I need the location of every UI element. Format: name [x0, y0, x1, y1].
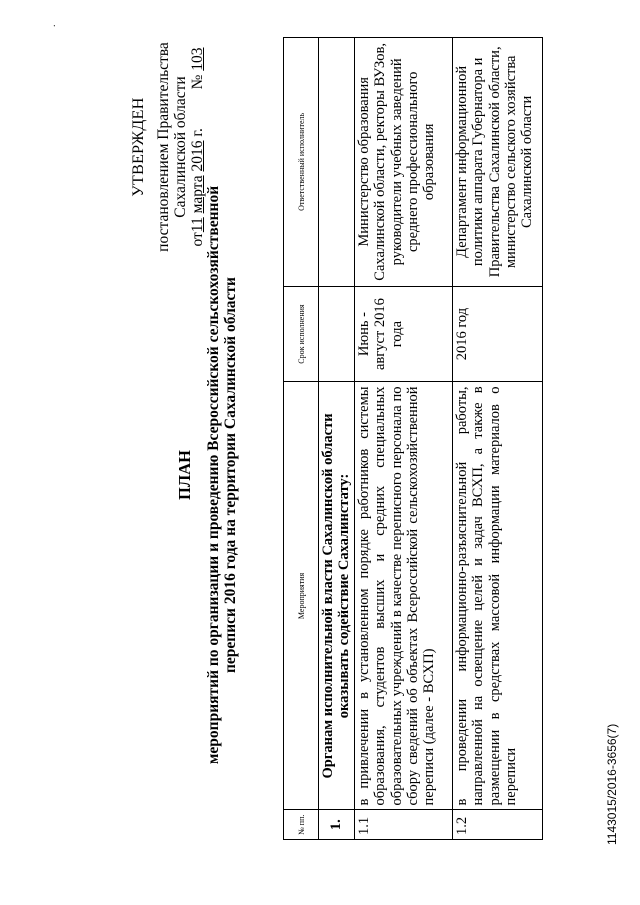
section-title: [319, 382, 355, 810]
title-line-2: переписи 2016 года на территории Сахалинской области: [222, 277, 239, 673]
row-activity: в привлечении в установленном порядке работников системы образования, студентов высших и средних специальных образовательных учреждений в качестве переписного персонала по сбору сведений об объектах Всероссийской сельскохозяйственной переписи (далее - ВСХП): [354, 382, 452, 810]
section-row: [319, 38, 355, 840]
approval-line-1: постановлением Правительства: [155, 42, 172, 252]
section-term-empty: [319, 286, 355, 382]
table-row: [452, 38, 542, 840]
header-num: № пп.: [284, 810, 319, 840]
row-term: Июнь - август 2016 года: [354, 286, 452, 382]
document-title: [176, 105, 239, 845]
header-activity: Мероприятия: [284, 382, 319, 810]
approval-heading: УТВЕРЖДЕН: [130, 97, 147, 197]
section-line-2: оказывать содействие Сахалинстату:: [336, 473, 353, 719]
row-term: 2016 год: [452, 286, 542, 382]
row-num: 1.1: [354, 810, 452, 840]
plan-table: [283, 37, 543, 840]
scan-speck: .: [47, 24, 58, 27]
date-year-suffix: г.: [189, 128, 206, 137]
row-activity: в проведении информационно-разъяснительной работы, направленной на освещение целей и задач ВСХП, а также в размещении в средствах массовой информации материалов о переписи: [452, 382, 542, 810]
title-heading: ПЛАН: [175, 450, 194, 500]
row-num: 1.2: [452, 810, 542, 840]
header-term: Срок исполнения: [284, 286, 319, 382]
approval-line-2: Сахалинской области: [172, 76, 189, 218]
title-line-1: мероприятий по организации и проведению Всероссийской сельскохозяйственной: [205, 185, 222, 765]
section-num: 1.: [319, 810, 355, 840]
approval-number: 103: [189, 47, 206, 71]
date-year: 2016: [189, 140, 206, 172]
date-prefix: от: [189, 232, 206, 247]
date-month: марта: [189, 175, 206, 214]
table-row: [354, 38, 452, 840]
document-number: 1143015/2016-3656(7): [605, 723, 619, 845]
header-responsible: Ответственный исполнитель: [284, 38, 319, 287]
section-resp-empty: [319, 38, 355, 287]
row-responsible: Министерство образования Сахалинской области, ректоры ВУЗов, руководители учебных заведений среднего профессионального образования: [354, 38, 452, 287]
table-header-row: [284, 38, 319, 840]
date-day: 11: [189, 217, 206, 233]
section-line-1: Органам исполнительной власти Сахалинской области: [320, 413, 336, 779]
number-sign: №: [189, 74, 206, 90]
row-responsible: Департамент информационной политики аппарата Губернатора и Правительства Сахалинской области, министерство сельского хозяйства Сахалинской области: [452, 38, 542, 287]
